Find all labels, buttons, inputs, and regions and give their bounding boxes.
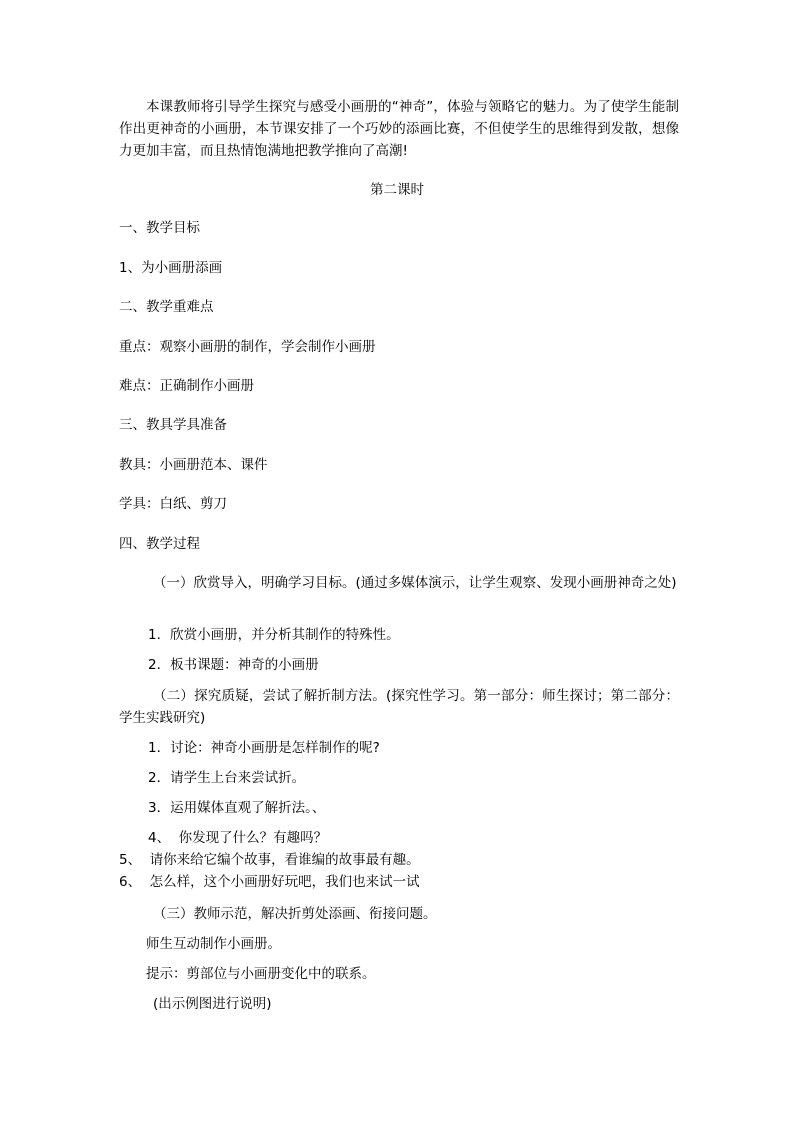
step1-item: 1．欣赏小画册，并分析其制作的特殊性。 (148, 627, 400, 643)
step3-line: 提示：剪部位与小画册变化中的联系。 (146, 966, 376, 982)
section-heading-key-points: 二、教学重难点 (119, 299, 214, 315)
difficult-point: 难点：正确制作小画册 (119, 378, 254, 394)
step3-line: 师生互动制作小画册。 (146, 936, 281, 952)
step3-heading: （三）教师示范，解决折剪处添画、衔接问题。 (153, 906, 437, 922)
teaching-aids: 教具：小画册范本、课件 (119, 457, 268, 473)
step2-item: 2．请学生上台来尝试折。 (148, 770, 306, 786)
section-heading-materials: 三、教具学具准备 (119, 417, 227, 433)
step2-item: 6、 怎么样，这个小画册好玩吧，我们也来试一试 (119, 874, 420, 890)
intro-paragraph: 本课教师将引导学生探究与感受小画册的“神奇”，体验与领略它的魅力。为了使学生能制作出更神奇的小画册，本节课安排了一个巧妙的添画比赛，不但使学生的思维得到发散，想像力更加丰富，而且热情饱满地把教学推向了高潮! (119, 99, 679, 159)
step1-item: 2．板书课题：神奇的小画册 (148, 657, 319, 673)
step2-heading: （二）探究质疑，尝试了解折制方法。(探究性学习。第一部分：师生探讨；第二部分：学生实践研究) (119, 688, 679, 726)
section-heading-process: 四、教学过程 (119, 536, 200, 552)
step3-line: (出示例图进行说明) (153, 996, 272, 1012)
step2-item: 5、 请你来给它编个故事，看谁编的故事最有趣。 (119, 852, 420, 868)
objective-item: 1、为小画册添画 (119, 260, 223, 276)
step2-item: 1．讨论：神奇小画册是怎样制作的呢? (148, 740, 380, 756)
learning-aids: 学具：白纸、剪刀 (119, 496, 227, 512)
step1-heading: （一）欣赏导入，明确学习目标。(通过多媒体演示，让学生观察、发现小画册神奇之处) (153, 575, 677, 591)
step2-item: 4、 你发现了什么？有趣吗？ (148, 830, 328, 846)
lesson-title: 第二课时 (370, 182, 424, 198)
section-heading-objectives: 一、教学目标 (119, 220, 200, 236)
step2-item: 3．运用媒体直观了解折法。、 (148, 800, 326, 816)
key-point: 重点：观察小画册的制作，学会制作小画册 (119, 339, 376, 355)
